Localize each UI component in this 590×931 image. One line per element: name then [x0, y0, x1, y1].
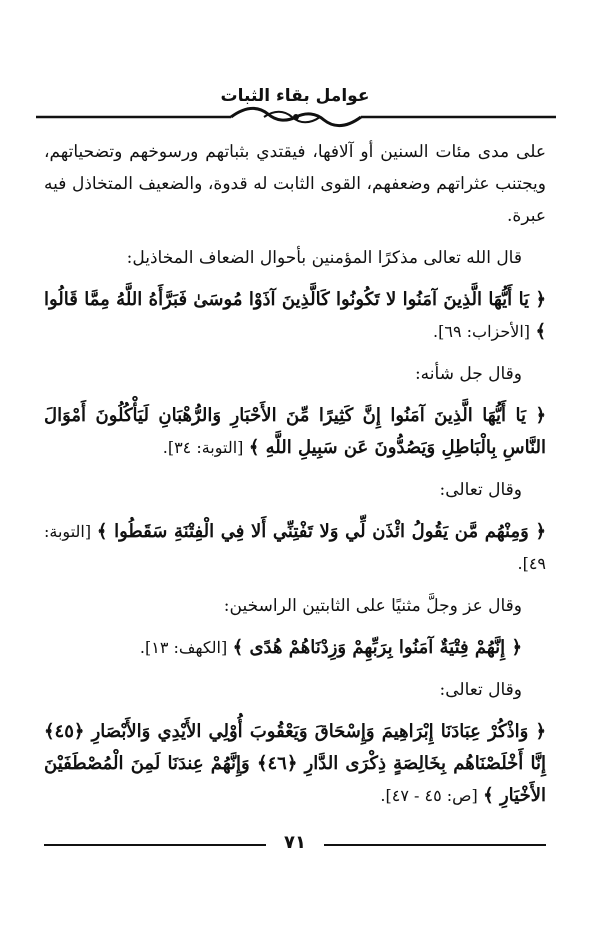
verse-at-tawbah-34 — [44, 400, 546, 464]
paragraph-quote-intro-5: وقال تعالى: — [439, 680, 522, 700]
paragraph-quote-intro-1: قال الله تعالى مذكرًا المؤمنين بأحوال الضعاف المخاذيل: — [126, 248, 522, 268]
verse-text: ﴿ وَمِنْهُم مَّن يَقُولُ ائْذَن لِّي وَلا تَفْتِنِّي أَلا فِي الْفِتْنَةِ سَقَطُوا ﴾ — [96, 521, 546, 542]
footer-rule-right — [324, 844, 546, 846]
running-header-title: عوامل بقاء الثبات — [220, 86, 370, 106]
paragraph-intro: على مدى مئات السنين أو آلافها، فيقتدي بثباتهم ورسوخهم وتضحياتهم، ويجتنب عثراتهم وضعفهم، القوى الثابت له قدوة، والضعيف المتخاذل فيه عبرة. — [44, 142, 546, 226]
header-ornament — [36, 104, 556, 130]
paragraph-quote-intro-4: وقال عز وجلَّ مثنيًا على الثابتين الراسخين: — [223, 596, 522, 616]
footer-rule-left — [44, 844, 266, 846]
paragraph-quote-intro-2: وقال جل شأنه: — [414, 364, 522, 384]
verse-reference: [الأحزاب: ٦٩]. — [433, 322, 531, 341]
paragraph-quote-intro-3: وقال تعالى: — [439, 480, 522, 500]
verse-reference: [ص: ٤٥ - ٤٧]. — [380, 786, 478, 805]
verse-sad — [44, 716, 546, 812]
verse-at-tawbah-49 — [44, 516, 546, 580]
verse-text: ﴿ إِنَّهُمْ فِتْيَةٌ آمَنُوا بِرَبِّهِمْ وَزِدْنَاهُمْ هُدًى ﴾ — [232, 637, 522, 658]
page-number: ٧١ — [284, 832, 306, 853]
verse-text: ﴿ يَا أَيُّهَا الَّذِينَ آمَنُوا لا تَكُونُوا كَالَّذِينَ آذَوْا مُوسَىٰ فَبَرَّأَهُ اللَّهُ مِمَّا قَالُوا ﴾ — [44, 289, 546, 342]
verse-al-ahzab — [44, 284, 546, 348]
verse-reference: [التوبة: ٤٩]. — [44, 522, 546, 573]
verse-text: ﴿ وَاذْكُرْ عِبَادَنَا إِبْرَاهِيمَ وَإِسْحَاقَ وَيَعْقُوبَ أُوْلِي الأَيْدِي وَالأَبْصَارِ ﴿٤٥﴾ إِنَّا أَخْلَصْنَاهُم بِخَالِصَةٍ ذِكْرَى الدَّارِ ﴿٤٦﴾ وَإِنَّهُمْ عِندَنَا لَمِنَ الْمُصْطَفَيْنَ الأَخْيَارِ ﴾ — [44, 721, 546, 806]
verse-text: ﴿ يَا أَيُّهَا الَّذِينَ آمَنُوا إِنَّ كَثِيرًا مِّنَ الأَحْبَارِ وَالرُّهْبَانِ لَيَأْكُلُونَ أَمْوَالَ النَّاسِ بِالْبَاطِلِ وَيَصُدُّونَ عَن سَبِيلِ اللَّهِ ﴾ — [44, 405, 546, 458]
verse-reference: [التوبة: ٣٤]. — [162, 438, 244, 457]
page-body — [44, 136, 546, 822]
verse-reference: [الكهف: ١٣]. — [139, 638, 228, 657]
verse-al-kahf — [44, 632, 546, 664]
